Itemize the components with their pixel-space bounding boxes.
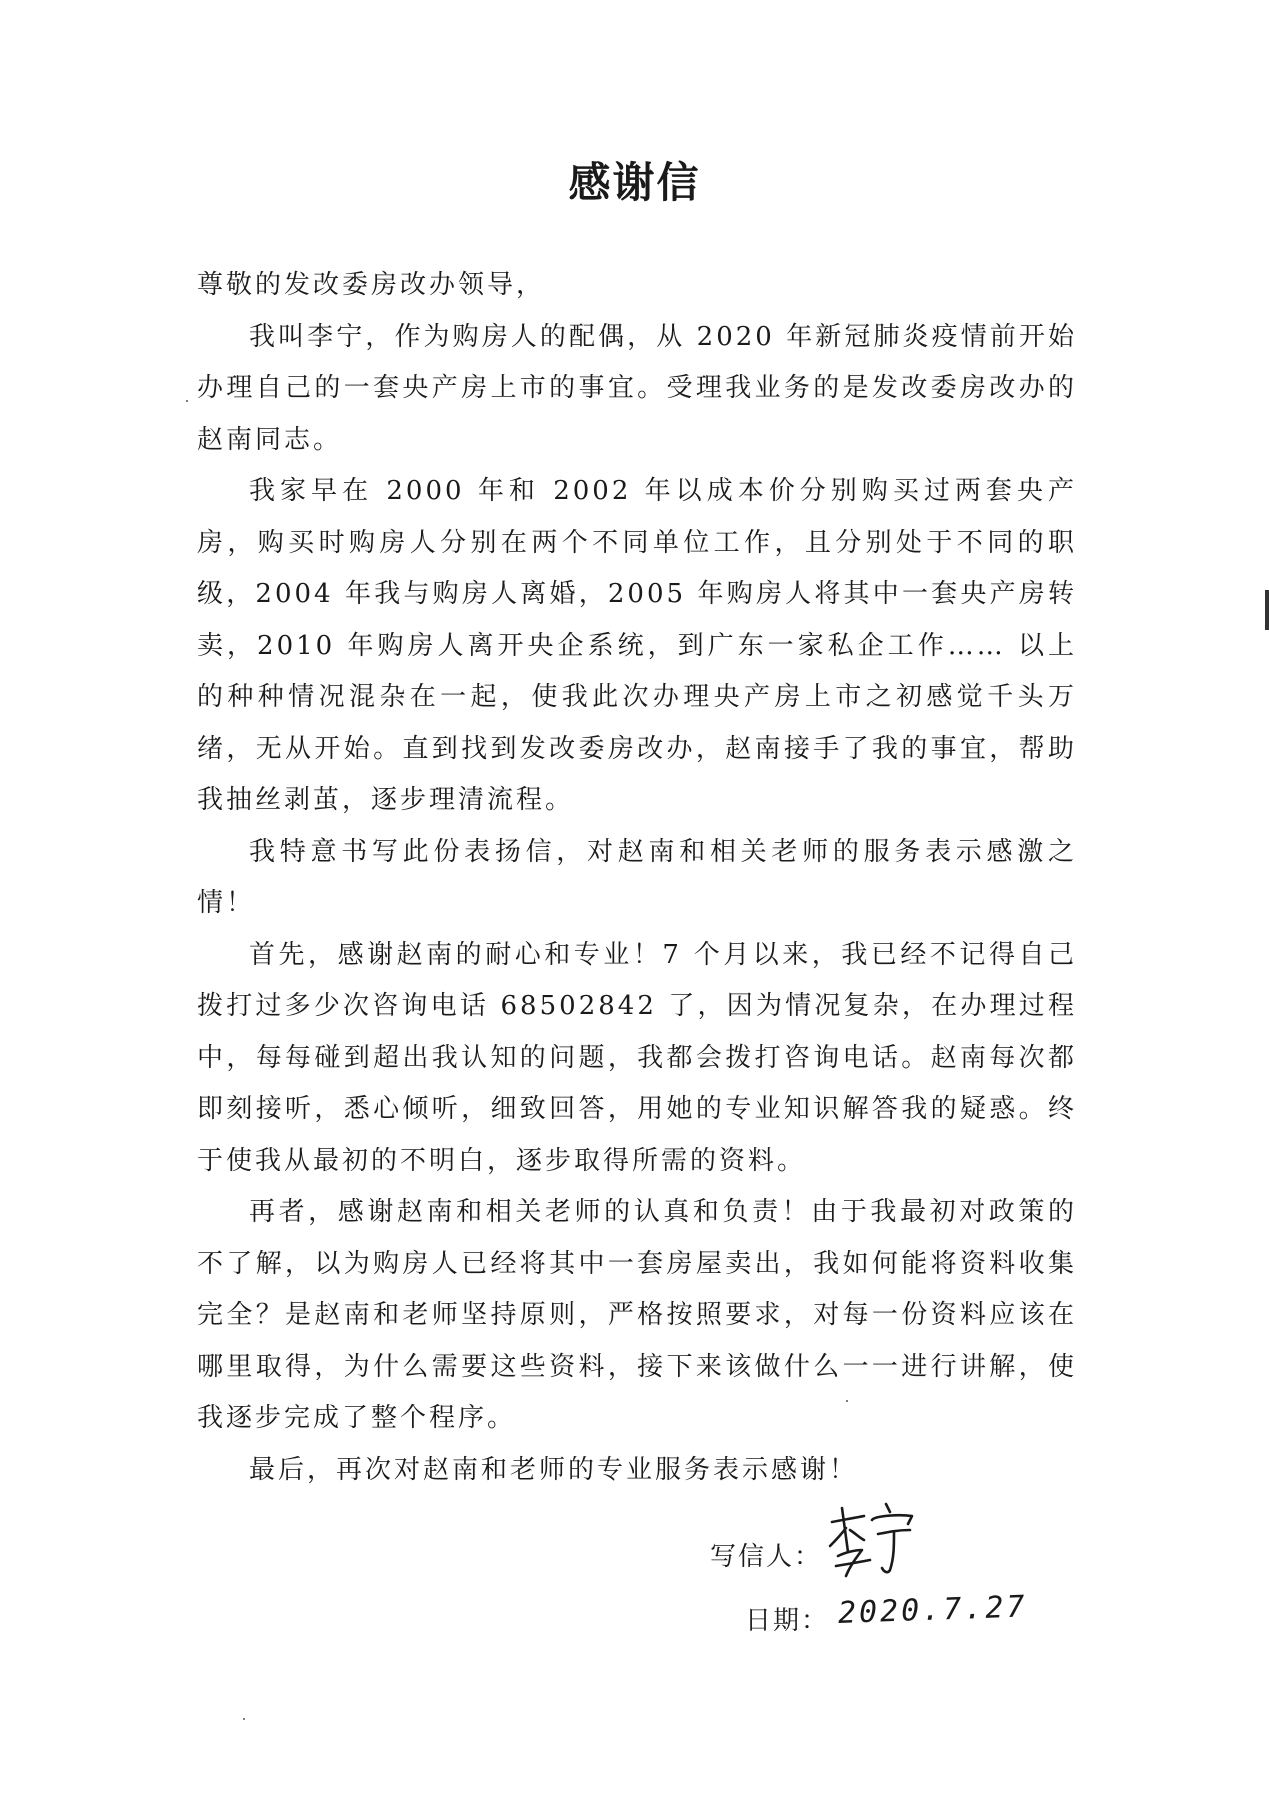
scan-edge-mark	[1265, 590, 1269, 630]
scan-speck	[243, 1718, 245, 1720]
letter-body	[197, 260, 1077, 1496]
paragraph-3: 我特意书写此份表扬信，对赵南和相关老师的服务表示感激之情！	[197, 836, 1077, 918]
paragraph-4: 首先，感谢赵南的耐心和专业！7 个月以来，我已经不记得自己拨打过多少次咨询电话 68502842 了，因为情况复杂，在办理过程中，每每碰到超出我认知的问题，我都会拨打咨询电话。赵南每次都即刻接听，悉心倾听，细致回答，用她的专业知识解答我的疑惑。终于使我从最初的不明白，逐步取得所需的资料。	[197, 939, 1077, 1176]
salutation: 尊敬的发改委房改办领导，	[197, 270, 546, 300]
writer-label: 写信人：	[710, 1542, 823, 1572]
handwritten-signature	[828, 1500, 918, 1580]
paragraph-5: 再者，感谢赵南和相关老师的认真和负责！由于我最初对政策的不了解，以为购房人已经将其中一套房屋卖出，我如何能将资料收集完全？是赵南和老师坚持原则，严格按照要求，对每一份资料应该在哪里取得，为什么需要这些资料，接下来该做什么一一进行讲解，使我逐步完成了整个程序。	[197, 1197, 1077, 1433]
handwritten-date: 2020.7.27	[837, 1589, 1029, 1631]
paragraph-2: 我家早在 2000 年和 2002 年以成本价分别购买过两套央产房，购买时购房人分别在两个不同单位工作，且分别处于不同的职级，2004 年我与购房人离婚，2005 年购房人将其中一套央产房转卖，2010 年购房人离开央企系统，到广东一家私企工作…… 以上的种种情况混杂在一起，使我此次办理央产房上市之初感觉千头万绪，无从开始。直到找到发改委房改办，赵南接手了我的事宜，帮助我抽丝剥茧，逐步理清流程。	[197, 476, 1077, 815]
scan-speck	[186, 400, 188, 402]
letter-title: 感谢信	[568, 158, 701, 207]
paragraph-6: 最后，再次对赵南和老师的专业服务表示感谢！	[249, 1454, 859, 1485]
signature-block	[710, 1500, 1110, 1650]
paragraph-1: 我叫李宁，作为购房人的配偶，从 2020 年新冠肺炎疫情前开始办理自己的一套央产房上市的事宜。受理我业务的是发改委房改办的赵南同志。	[197, 321, 1077, 455]
scan-speck	[846, 1400, 848, 1402]
date-label: 日期：	[745, 1606, 830, 1636]
